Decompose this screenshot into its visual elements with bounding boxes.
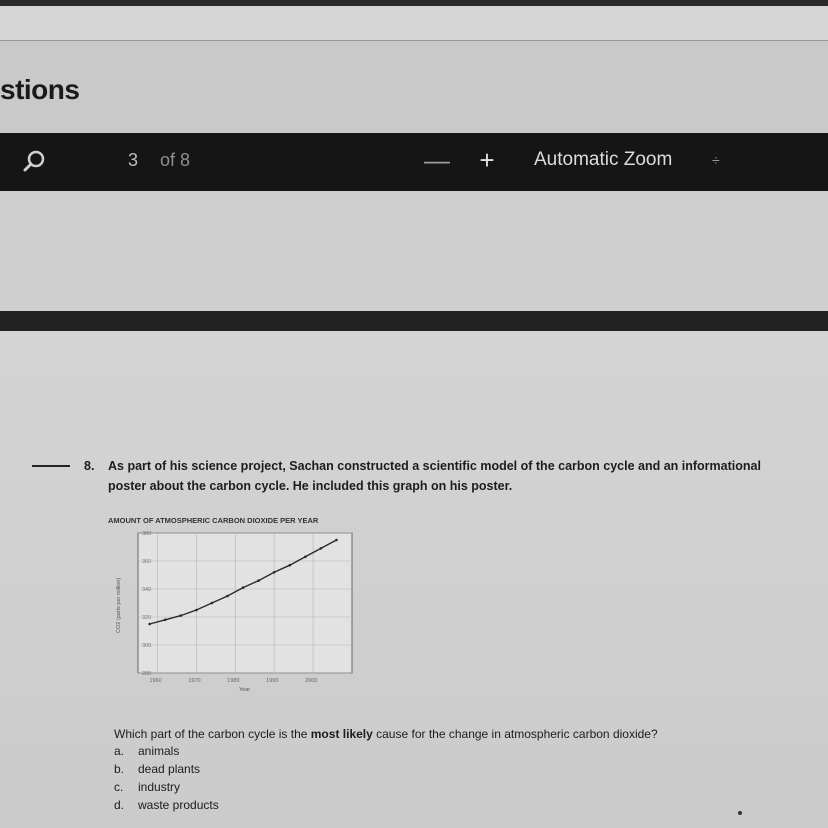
co2-data-point (226, 595, 229, 598)
co2-data-point (211, 602, 214, 605)
co2-data-point (304, 556, 307, 559)
search-button[interactable] (20, 147, 50, 177)
page-divider (0, 311, 828, 331)
co2-data-point (148, 623, 151, 626)
co2-data-point (257, 579, 260, 582)
x-tick-label: 1980 (227, 678, 240, 684)
select-arrows-icon: ÷ (712, 152, 720, 168)
co2-data-point (180, 614, 183, 617)
co2-data-point (242, 586, 245, 589)
prompt-text-start: Which part of the carbon cycle is the (114, 727, 311, 741)
option-d (114, 798, 219, 812)
page-heading: stions (0, 74, 80, 105)
question-stem-line-1: As part of his science project, Sachan constructed a scientific model of the carbon cycle and an informational (108, 459, 761, 473)
y-tick-label: 340 (142, 587, 152, 593)
x-tick-label: 1990 (266, 678, 279, 684)
pdf-toolbar (0, 133, 828, 191)
browser-top-strip (0, 0, 828, 41)
search-icon (20, 147, 50, 177)
co2-data-point (320, 547, 323, 550)
y-tick-label: 360 (142, 559, 152, 565)
co2-data-point (164, 619, 167, 622)
option-a (114, 744, 179, 758)
document-page (0, 331, 828, 828)
stray-mark (738, 811, 742, 815)
page-number-input[interactable]: 3 (128, 150, 139, 170)
x-tick-label: 2000 (305, 678, 318, 684)
question-number: 8. (84, 459, 95, 473)
option-text: animals (138, 744, 180, 758)
option-text: industry (138, 780, 181, 794)
plot-area (138, 533, 352, 673)
option-letter: d. (114, 798, 125, 812)
zoom-select-value: Automatic Zoom (534, 149, 673, 170)
answer-blank (32, 465, 70, 467)
option-text: waste products (138, 798, 219, 812)
y-tick-label: 380 (142, 531, 152, 537)
co2-chart (106, 511, 366, 711)
y-axis-label: CO2 (parts per million) (116, 577, 122, 633)
option-letter: b. (114, 762, 125, 776)
chart-title: AMOUNT OF ATMOSPHERIC CARBON DIOXIDE PER YEAR (108, 516, 319, 525)
question-stem-line-2: poster about the carbon cycle. He included this graph on his poster. (108, 479, 513, 493)
prompt-emphasis: most likely (310, 727, 373, 741)
option-letter: a. (114, 744, 125, 758)
page-gap (0, 191, 828, 311)
x-axis-label: Year (239, 687, 251, 693)
co2-data-point (195, 609, 198, 612)
x-tick-label: 1970 (188, 678, 201, 684)
y-tick-label: 280 (142, 671, 152, 677)
zoom-in-button[interactable]: + (479, 145, 495, 175)
y-tick-label: 300 (142, 643, 152, 649)
browser-top-edge (0, 0, 828, 6)
zoom-out-button[interactable]: — (424, 145, 450, 175)
co2-data-point (273, 571, 276, 574)
co2-data-point (288, 564, 291, 567)
x-tick-label: 1960 (149, 678, 162, 684)
page-count-label: of 8 (160, 150, 191, 170)
option-letter: c. (114, 780, 124, 794)
option-c (114, 780, 180, 794)
co2-chart-svg (106, 511, 366, 711)
option-text: dead plants (138, 762, 201, 776)
y-tick-label: 320 (142, 615, 152, 621)
prompt-text-end: cause for the change in atmospheric carbon dioxide? (372, 727, 658, 741)
zoom-select[interactable] (526, 145, 738, 179)
question-prompt (114, 727, 658, 741)
co2-data-point (335, 539, 338, 542)
option-b (114, 762, 200, 776)
